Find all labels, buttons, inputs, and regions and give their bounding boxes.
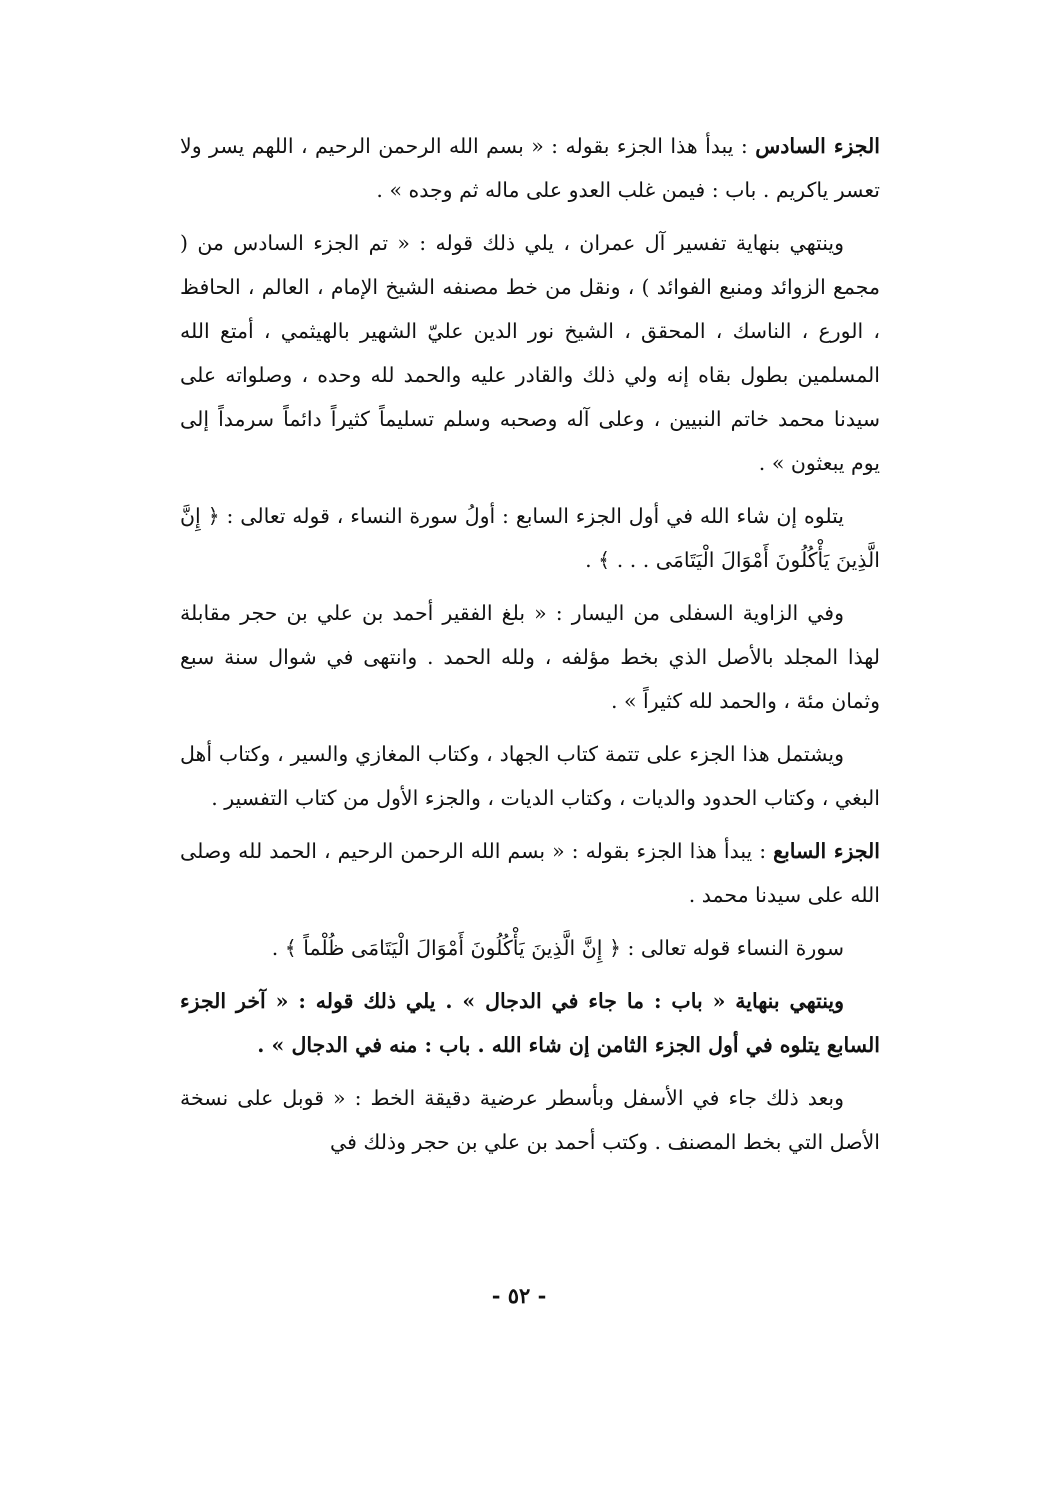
paragraph-text: : يبدأ هذا الجزء بقوله : « بسم الله الرحمن الرحيم ، الحمد لله وصلى الله على سيدنا محمد . [180,839,880,907]
paragraph-contents: ويشتمل هذا الجزء على تتمة كتاب الجهاد ، وكتاب المغازي والسير ، وكتاب أهل البغي ، وكتاب الحدود والديات ، وكتاب الديات ، والجزء الأول من كتاب التفسير . [180,742,880,810]
paragraph-surah-nisa: سورة النساء قوله تعالى : ﴿ إِنَّ الَّذِينَ يَأْكُلُونَ أَمْوَالَ الْيَتَامَى ظُلْماً ﴾ . [271,936,844,960]
paragraph-margin-note: وفي الزاوية السفلى من اليسار : « بلغ الفقير أحمد بن علي بن حجر مقابلة لهذا المجلد بالأصل الذي بخط مؤلفه ، ولله الحمد . وانتهى في شوال سنة سبع وثمان مئة ، والحمد لله كثيراً » . [180,601,880,713]
paragraph-part-six-end: وينتهي بنهاية تفسير آل عمران ، يلي ذلك قوله : « تم الجزء السادس من ( مجمع الزوائد ومنبع الفوائد ) ، ونقل من خط مصنفه الشيخ الإمام ، العالم ، الحافظ ، الورع ، الناسك ، المحقق ، الشيخ نور الدين عليّ الشهير بالهيثمي ، أمتع الله المسلمين بطول بقاه إنه ولي ذلك والقادر عليه والحمد لله وحده ، وصلواته على سيدنا محمد خاتم النبيين ، وعلى آله وصحبه وسلم تسليماً كثيراً دائماً سرمداً إلى يوم يبعثون » . [180,231,880,475]
paragraph-text: : يبدأ هذا الجزء بقوله : « بسم الله الرحمن الرحيم ، اللهم يسر ولا تعسر ياكريم . باب : فيمن غلب العدو على ماله ثم وجده » . [180,134,880,202]
page-number: - ٥٢ - [491,1283,547,1308]
paragraph-bottom-note: وبعد ذلك جاء في الأسفل وبأسطر عرضية دقيقة الخط : « قوبل على نسخة الأصل التي بخط المصنف . وكتب أحمد بن علي بن حجر وذلك في [180,1086,880,1154]
paragraph-part-seven-end: وينتهي بنهاية « باب : ما جاء في الدجال » . يلي ذلك قوله : « آخر الجزء السابع يتلوه في أول الجزء الثامن إن شاء الله . باب : منه في الدجال » . [180,989,880,1057]
heading-part-seven: الجزء السابع [773,839,880,863]
paragraph-followed-by: يتلوه إن شاء الله في أول الجزء السابع : أولُ سورة النساء ، قوله تعالى : ﴿ إِنَّ الَّذِينَ يَأْكُلُونَ أَمْوَالَ الْيَتَامَى . . . ﴾ . [180,504,880,572]
heading-part-six: الجزء السادس [755,134,880,158]
paragraph-part-seven-start [180,829,880,917]
paragraph-part-six-start [180,124,880,212]
document-body [180,124,880,1173]
